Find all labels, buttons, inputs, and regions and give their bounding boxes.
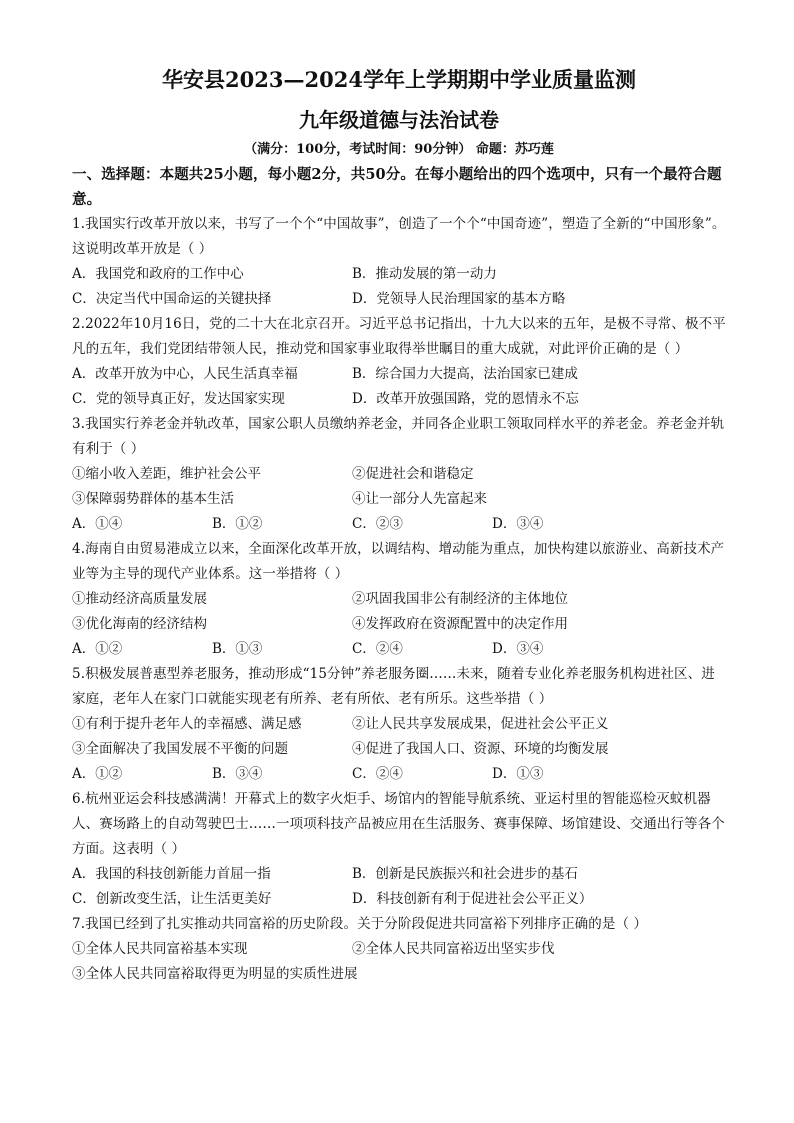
exam-title: 华安县2023—2024学年上学期期中学业质量监测 xyxy=(162,67,636,92)
option: B．创新是民族振兴和社会进步的基石 xyxy=(352,866,578,882)
question-stem: 3.我国实行养老金并轨改革，国家公职人员缴纳养老金，并同各企业职工领取同样水平的养老金。养老金并轨有利于（ ） xyxy=(72,416,725,457)
option: C．党的领导真正好，发达国家实现 xyxy=(72,391,285,407)
exam-meta: （满分：100分，考试时间：90分钟） 命题：苏巧莲 xyxy=(244,142,554,157)
question-items xyxy=(72,937,726,962)
question-list xyxy=(72,212,726,987)
option: A．改革开放为中心，人民生活真幸福 xyxy=(72,366,298,382)
option: A．我国党和政府的工作中心 xyxy=(72,266,244,282)
statement-item: ③优化海南的经济结构 xyxy=(72,616,207,632)
statement-item: ④促进了我国人口、资源、环境的均衡发展 xyxy=(352,741,609,757)
statement-item: ②促进社会和谐稳定 xyxy=(352,466,474,482)
statement-item: ①缩小收入差距，维护社会公平 xyxy=(72,466,261,482)
statement-item: ②巩固我国非公有制经济的主体地位 xyxy=(352,591,568,607)
question-stem: 2.2022年10月16日，党的二十大在北京召开。习近平总书记指出，十九大以来的五年，是极不寻常、极不平凡的五年，我们党团结带领人民，推动党和国家事业取得举世瞩目的重大成就，对此评价正确的是（ ） xyxy=(72,316,726,357)
question-stem: 7.我国已经到了扎实推动共同富裕的历史阶段。关于分阶段促进共同富裕下列排序正确的是（ ） xyxy=(72,916,648,932)
option: A．我国的科技创新能力首屈一指 xyxy=(72,866,271,882)
question-stem: 1.我国实行改革开放以来，书写了一个个“中国故事”，创造了一个个“中国奇迹”，塑造了全新的“中国形象”。这说明改革开放是（ ） xyxy=(72,216,726,257)
option: D．党领导人民治理国家的基本方略 xyxy=(352,291,566,307)
option: C．②③ xyxy=(352,516,403,532)
statement-item: ④让一部分人先富起来 xyxy=(352,491,487,507)
question-options xyxy=(72,637,726,662)
question-stem: 4.海南自由贸易港成立以来，全面深化改革开放，以调结构、增动能为重点，加快构建以旅游业、高新技术产业等为主导的现代产业体系。这一举措将（ ） xyxy=(72,541,725,582)
statement-item: ③全面解决了我国发展不平衡的问题 xyxy=(72,741,288,757)
option: B．③④ xyxy=(212,766,263,782)
exam-subtitle: 九年级道德与法治试卷 xyxy=(299,108,499,132)
statement-item: ①全体人民共同富裕基本实现 xyxy=(72,941,248,957)
question-options xyxy=(72,362,726,412)
option: D．③④ xyxy=(492,516,544,532)
question-items xyxy=(72,587,726,637)
option: D．改革开放强国路，党的恩情永不忘 xyxy=(352,391,579,407)
option: C．决定当代中国命运的关键抉择 xyxy=(72,291,272,307)
statement-item: ③保障弱势群体的基本生活 xyxy=(72,491,234,507)
option: C．创新改变生活，让生活更美好 xyxy=(72,891,272,907)
option: B．①③ xyxy=(212,641,263,657)
option: A．①② xyxy=(72,766,123,782)
statement-item: ②让人民共享发展成果，促进社会公平正义 xyxy=(352,716,609,732)
option: D．③④ xyxy=(492,641,544,657)
option: B．推动发展的第一动力 xyxy=(352,266,497,282)
option: A．①② xyxy=(72,641,123,657)
question-items xyxy=(72,462,726,512)
question-options xyxy=(72,512,726,537)
option: C．②④ xyxy=(352,641,403,657)
section-heading: 一、选择题：本题共25小题，每小题2分，共50分。在每小题给出的四个选项中，只有一个最符合题意。 xyxy=(72,166,722,208)
question-options xyxy=(72,762,726,787)
question-stem: 5.积极发展普惠型养老服务，推动形成“15分钟”养老服务圈……未来，随着专业化养老服务机构进社区、进家庭，老年人在家门口就能实现老有所养、老有所依、老有所乐。这些举措（ ） xyxy=(72,666,715,707)
question-options xyxy=(72,262,726,312)
option: D．①③ xyxy=(492,766,544,782)
question-options xyxy=(72,862,726,912)
option: A．①④ xyxy=(72,516,123,532)
option: B．综合国力大提高，法治国家已建成 xyxy=(352,366,578,382)
question-items xyxy=(72,712,726,762)
statement-item: ①有利于提升老年人的幸福感、满足感 xyxy=(72,716,302,732)
statement-item: ①推动经济高质量发展 xyxy=(72,591,207,607)
option: C．②④ xyxy=(352,766,403,782)
statement-item: ④发挥政府在资源配置中的决定作用 xyxy=(352,616,568,632)
question-stem: 6.杭州亚运会科技感满满！开幕式上的数字火炬手、场馆内的智能导航系统、亚运村里的智能巡检灭蚊机器人、赛场路上的自动驾驶巴士……一项项科技产品被应用在生活服务、赛事保障、场馆建设、交通出行等各个方面。这表明（ ） xyxy=(72,791,725,857)
statement-item: ②全体人民共同富裕迈出坚实步伐 xyxy=(352,941,555,957)
option: D．科技创新有利于促进社会公平正义） xyxy=(352,891,593,907)
option: B．①② xyxy=(212,516,263,532)
statement-item: ③全体人民共同富裕取得更为明显的实质性进展 xyxy=(72,966,358,982)
